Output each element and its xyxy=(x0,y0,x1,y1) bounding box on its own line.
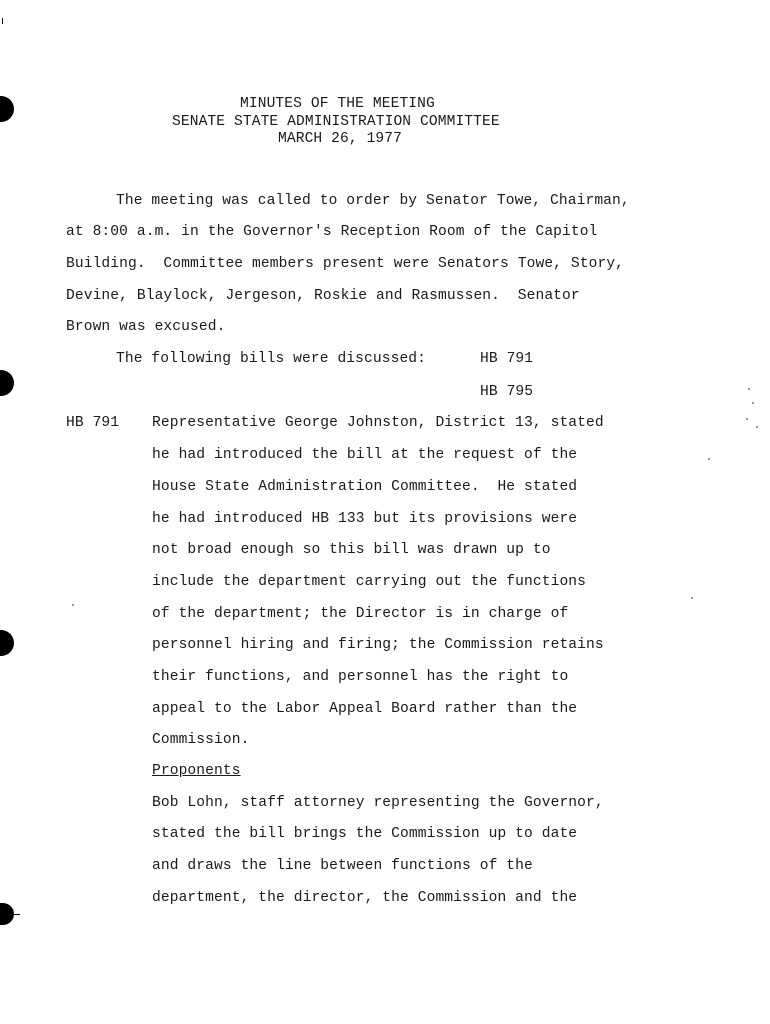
section-line: and draws the line between functions of the xyxy=(152,858,533,874)
scan-speck xyxy=(746,418,748,420)
section-line: department, the director, the Commission and the xyxy=(152,890,578,906)
section-line: their functions, and personnel has the right to xyxy=(152,669,569,685)
section-line: include the department carrying out the functions xyxy=(152,574,587,590)
section-line: House State Administration Committee. He stated xyxy=(152,479,578,495)
paragraph-line: Brown was excused. xyxy=(66,319,226,335)
scan-speck xyxy=(72,604,74,606)
paragraph-line: Devine, Blaylock, Jergeson, Roskie and Rasmussen. Senator xyxy=(66,288,580,304)
scan-speck xyxy=(748,388,750,390)
bill-item: HB 791 xyxy=(480,351,534,367)
paragraph-line: Building. Committee members present were Senators Towe, Story, xyxy=(66,256,625,272)
section-line: stated the bill brings the Commission up to date xyxy=(152,826,578,842)
paragraph-line: at 8:00 a.m. in the Governor's Reception Room of the Capitol xyxy=(66,224,598,240)
section-line: personnel hiring and firing; the Commission retains xyxy=(152,637,604,653)
scan-mark xyxy=(14,914,20,915)
proponents-heading: Proponents xyxy=(152,763,241,779)
section-line: Commission. xyxy=(152,732,250,748)
section-line: Bob Lohn, staff attorney representing the Governor, xyxy=(152,795,604,811)
scan-speck xyxy=(752,402,754,404)
section-line: he had introduced the bill at the request of the xyxy=(152,447,578,463)
paragraph-line: The meeting was called to order by Senator Towe, Chairman, xyxy=(116,193,630,209)
section-line: Representative George Johnston, District 13, stated xyxy=(152,415,604,431)
section-label: HB 791 xyxy=(66,415,120,431)
punch-hole-4 xyxy=(0,903,14,925)
committee-name: SENATE STATE ADMINISTRATION COMMITTEE xyxy=(172,114,500,130)
meeting-date: MARCH 26, 1977 xyxy=(278,131,403,147)
section-line: not broad enough so this bill was drawn up to xyxy=(152,542,551,558)
punch-hole-2 xyxy=(0,370,14,396)
section-line: of the department; the Director is in charge of xyxy=(152,606,569,622)
scan-speck xyxy=(708,458,710,460)
scan-speck xyxy=(691,597,693,599)
section-line: he had introduced HB 133 but its provisions were xyxy=(152,511,578,527)
punch-hole-1 xyxy=(0,96,14,122)
document-title: MINUTES OF THE MEETING xyxy=(240,96,435,112)
scan-speck xyxy=(756,426,758,428)
scan-mark-corner xyxy=(2,18,3,24)
section-line: appeal to the Labor Appeal Board rather than the xyxy=(152,701,578,717)
punch-hole-3 xyxy=(0,630,14,656)
bills-intro: The following bills were discussed: xyxy=(116,351,427,367)
bill-item: HB 795 xyxy=(480,384,534,400)
